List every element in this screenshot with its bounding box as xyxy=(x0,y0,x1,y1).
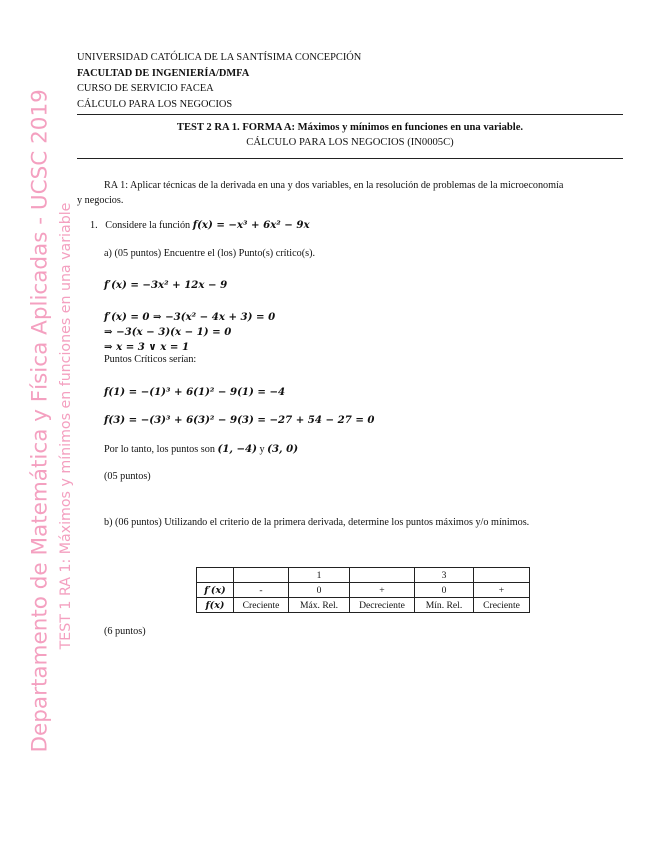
bottom-rule xyxy=(77,158,623,159)
table-cell: Creciente xyxy=(234,598,289,613)
test-title xyxy=(77,120,623,150)
university-name: UNIVERSIDAD CATÓLICA DE LA SANTÍSIMA CONCEPCIÓN xyxy=(77,52,362,63)
sign-table-header-row xyxy=(197,568,530,583)
table-cell xyxy=(234,568,289,583)
table-cell xyxy=(350,568,415,583)
problem-number: 1. xyxy=(90,220,98,231)
learning-outcome-line2: y negocios. xyxy=(77,195,124,206)
faculty-name: FACULTAD DE INGENIERÍA/DMFA xyxy=(77,67,250,79)
table-cell: - xyxy=(234,583,289,598)
test-title-main: TEST 2 RA 1. FORMA A: Máximos y mínimos en funciones en una variable. xyxy=(176,122,524,133)
sign-table xyxy=(196,567,530,613)
part-b-points: (6 puntos) xyxy=(104,626,146,637)
test-watermark: TEST 1 RA 1: Máximos y mínimos en funciones en una variable xyxy=(58,202,74,650)
part-a-prompt: a) (05 puntos) Encuentre el (los) Punto(s) crítico(s). xyxy=(104,248,316,259)
table-cell: f′(x) xyxy=(197,583,234,598)
problem-1 xyxy=(90,218,310,233)
course-type: CURSO DE SERVICIO FACEA xyxy=(77,83,214,94)
solution-step-3: ⇒ x = 3 ∨ x = 1 xyxy=(104,341,190,353)
table-cell: 0 xyxy=(289,583,350,598)
part-a-points: (05 puntos) xyxy=(104,471,151,482)
learning-outcome xyxy=(77,178,624,208)
learning-outcome-line1: RA 1: Aplicar técnicas de la derivada en una y dos variables, en la resolución de problemas de la microeconomía xyxy=(104,180,564,191)
table-cell: Mín. Rel. xyxy=(415,598,474,613)
course-name: CÁLCULO PARA LOS NEGOCIOS xyxy=(77,98,233,110)
critical-point-1: (1, −4) xyxy=(217,443,257,455)
table-cell xyxy=(197,568,234,583)
table-cell: + xyxy=(474,583,530,598)
sign-table-derivative-row xyxy=(197,583,530,598)
conclusion-conj: y xyxy=(259,444,265,455)
conclusion-prefix: Por lo tanto, los puntos son xyxy=(104,444,215,455)
solution-step-2: ⇒ −3(x − 3)(x − 1) = 0 xyxy=(104,326,232,338)
critical-point-2: (3, 0) xyxy=(267,443,299,455)
table-cell xyxy=(474,568,530,583)
table-cell: f(x) xyxy=(197,598,234,613)
table-cell: 3 xyxy=(415,568,474,583)
problem-statement: Considere la función xyxy=(105,220,191,231)
critical-points-label: Puntos Críticos serían: xyxy=(104,354,197,365)
sign-table-function-row xyxy=(197,598,530,613)
top-rule xyxy=(77,114,623,115)
sidebar-watermark xyxy=(0,0,77,848)
department-watermark: Departamento de Matemática y Física Aplicadas - UCSC 2019 xyxy=(27,89,53,753)
conclusion xyxy=(104,442,298,457)
document-header xyxy=(77,50,361,112)
table-cell: + xyxy=(350,583,415,598)
table-cell: Creciente xyxy=(474,598,530,613)
table-cell: 1 xyxy=(289,568,350,583)
part-b-prompt: b) (06 puntos) Utilizando el criterio de la primera derivada, determine los puntos máximos y/o mínimos. xyxy=(104,517,530,528)
derivative-expression: f′(x) = −3x² + 12x − 9 xyxy=(104,279,228,291)
table-cell: Decreciente xyxy=(350,598,415,613)
solution-step-1: f′(x) = 0 ⇒ −3(x² − 4x + 3) = 0 xyxy=(104,311,276,323)
table-cell: Máx. Rel. xyxy=(289,598,350,613)
evaluation-1: f(1) = −(1)³ + 6(1)² − 9(1) = −4 xyxy=(104,386,286,398)
evaluation-2: f(3) = −(3)³ + 6(3)² − 9(3) = −27 + 54 − 27 = 0 xyxy=(104,414,375,426)
problem-function: f(x) = −x³ + 6x² − 9x xyxy=(192,219,310,231)
test-title-sub: CÁLCULO PARA LOS NEGOCIOS (IN0005C) xyxy=(246,137,454,148)
table-cell: 0 xyxy=(415,583,474,598)
